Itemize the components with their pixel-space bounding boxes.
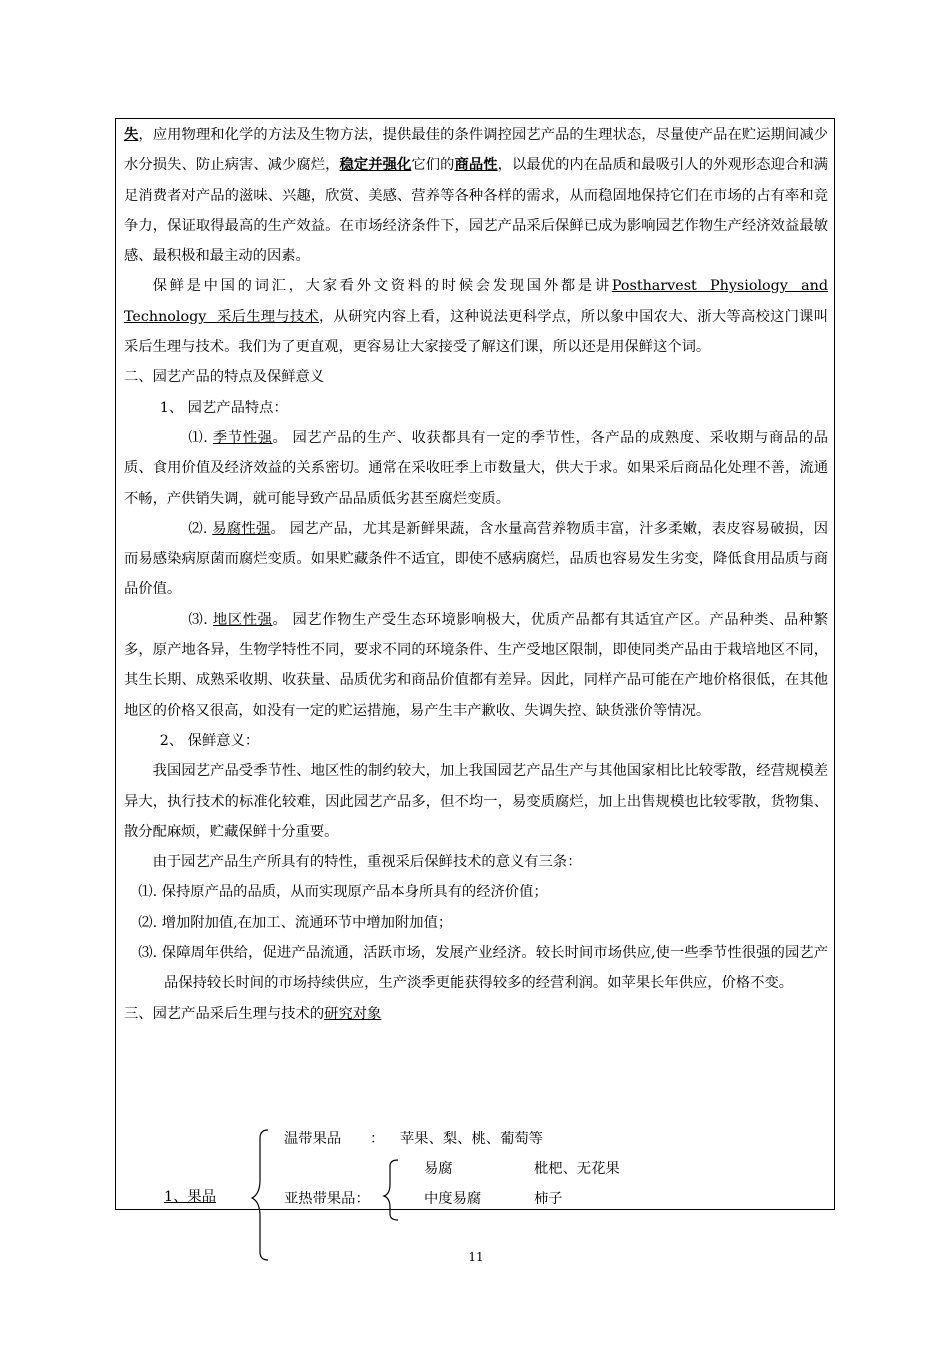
document-body bbox=[124, 120, 828, 1029]
bold-text-lost: 失 bbox=[124, 127, 139, 143]
section3-text: 三、园艺产品采后生理与技术的 bbox=[124, 1005, 325, 1022]
item3-title: 地区性强 bbox=[212, 611, 273, 628]
item1-title: 季节性强 bbox=[212, 429, 273, 446]
bold-text-stabilize: 稳定并强化 bbox=[339, 157, 412, 174]
significance-item-2 bbox=[124, 908, 828, 938]
temperate-fruit-label: 温带果品 bbox=[284, 1131, 342, 1147]
list3-number: ⑶. bbox=[138, 945, 158, 962]
paragraph-1 bbox=[124, 120, 828, 271]
item2-title: 易腐性强 bbox=[212, 520, 271, 537]
item2-text: 园艺产品，尤其是新鲜果蔬，含水量高营养物质丰富，汁多柔嫩，表皮容易破损，因而易感染病原菌而腐烂变质。如果贮藏条件不适宜，即使不感病腐烂，品质也容易发生劣变，降低食用品质与商品价值。 bbox=[124, 520, 829, 598]
paragraph-3: 我国园艺产品受季节性、地区性的制约较大，加上我国园艺产品生产与其他国家相比比较零散，经营规模差异大，执行技术的标准化较难，因此园艺产品多，但不均一，易变质腐烂，加上出售规模也比较零散，货物集、散分配麻烦，贮藏保鲜十分重要。 bbox=[124, 763, 828, 840]
fruit-category-label: 1、果品 bbox=[164, 1189, 216, 1205]
moderate-perishable-label: 中度易腐 bbox=[424, 1191, 482, 1207]
para1-text-2: 它们的 bbox=[411, 157, 455, 174]
item2-number: ⑵. bbox=[188, 520, 208, 537]
fruit-classification bbox=[124, 1124, 828, 1264]
subtropical-fruit-label: 亚热带果品： bbox=[284, 1191, 370, 1207]
bold-text-commodity: 商品性 bbox=[454, 157, 498, 174]
list1-text: 保持原产品的品质，从而实现原产品本身所具有的经济价值； bbox=[161, 884, 548, 901]
item3-sep: 。 bbox=[272, 611, 293, 628]
list2-number: ⑵. bbox=[138, 914, 158, 931]
list1-number: ⑴. bbox=[138, 884, 158, 901]
item2-sep: 。 bbox=[270, 520, 290, 537]
moderate-perishable-items: 柿子 bbox=[534, 1191, 563, 1207]
para1-text-1: ，应用物理和化学的方法及生物方法，提供最佳的条件调控园艺产品的生理状态，尽量使产品在贮运期间减少水分损失、防止病害、减少腐烂， bbox=[124, 127, 829, 174]
item1-sep: 。 bbox=[272, 429, 293, 446]
item3-number: ⑶. bbox=[188, 611, 208, 628]
para2-text-1: 保鲜是中国的词汇，大家看外文资料的时候会发现国外都是讲 bbox=[152, 278, 612, 295]
english-term: Postharvest Physiology and Technology 采后生理与技术 bbox=[124, 278, 829, 325]
para2-text-2: ，从研究内容上看，这种说法更科学点，所以象中国农大、浙大等高校这门课叫采后生理与技术。我们为了更直观，更容易让大家接受了解这们课，所以还是用保鲜这个词。 bbox=[124, 308, 828, 356]
list2-text: 增加附加值,在加工、流通环节中增加附加值； bbox=[161, 914, 453, 931]
item1-text: 园艺产品的生产、收获都具有一定的季节性，各产品的成熟度、采收期与商品的品质、食用价值及经济效益的关系密切。通常在采收旺季上市数量大，供大于求。如果采后商品化处理不善，流通不畅，产供销失调，就可能导致产品品质低劣甚至腐烂变质。 bbox=[124, 429, 829, 507]
feature-item-1 bbox=[124, 423, 828, 514]
list3-text: 保障周年供给，促进产品流通，活跃市场，发展产业经济。较长时间市场供应,使一些季节性很强的园艺产品保持较长时间的市场持续供应，生产淡季更能获得较多的经营利润。如苹果长年供应，价格不变。 bbox=[161, 945, 829, 992]
perishable-items: 枇杷、无花果 bbox=[534, 1161, 620, 1177]
temperate-colon: ： bbox=[370, 1131, 385, 1147]
subsection-1-title: 1、 园艺产品特点： bbox=[159, 399, 288, 416]
feature-item-3 bbox=[124, 605, 828, 726]
temperate-fruit-items: 苹果、梨、桃、葡萄等 bbox=[400, 1131, 543, 1147]
page-number: 11 bbox=[468, 1250, 484, 1264]
perishable-label: 易腐 bbox=[424, 1161, 453, 1177]
para1-text-3: ，以最优的内在品质和最吸引人的外观形态迎合和满足消费者对产品的滋味、兴趣，欣赏、美感、营养等各种各样的需求，从而稳固地保持它们在市场的占有率和竞争力，保证取得最高的生产效益。在市场经济条件下，园艺产品采后保鲜已成为影响园艺作物生产经济效益最敏感、最积极和最主动的因素。 bbox=[124, 157, 829, 265]
significance-item-1 bbox=[124, 877, 828, 907]
paragraph-2 bbox=[124, 271, 828, 362]
section3-underlined: 研究对象 bbox=[324, 1005, 382, 1022]
section-2-title: 二、园艺产品的特点及保鲜意义 bbox=[124, 369, 325, 386]
item3-text: 园艺作物生产受生态环境影响极大，优质产品都有其适宜产区。产品种类、品种繁多，原产地各异，生物学特性不同，要求不同的环境条件、生产受地区限制，即使同类产品由于栽培地区不同，其生长期、成熟采收期、收获量、品质优劣和商品价值都有差异。因此，同样产品可能在产地价格很低，在其他地区的价格又很高，如没有一定的贮运措施，易产生丰产歉收、失调失控、缺货涨价等情况。 bbox=[124, 611, 829, 719]
subsection-2-title: 2、 保鲜意义： bbox=[159, 732, 260, 749]
significance-item-3 bbox=[124, 938, 828, 999]
paragraph-4: 由于园艺产品生产所具有的特性，重视采后保鲜技术的意义有三条： bbox=[152, 854, 582, 871]
section-3-title bbox=[124, 999, 828, 1029]
feature-item-2 bbox=[124, 514, 828, 605]
item1-number: ⑴. bbox=[188, 429, 208, 446]
